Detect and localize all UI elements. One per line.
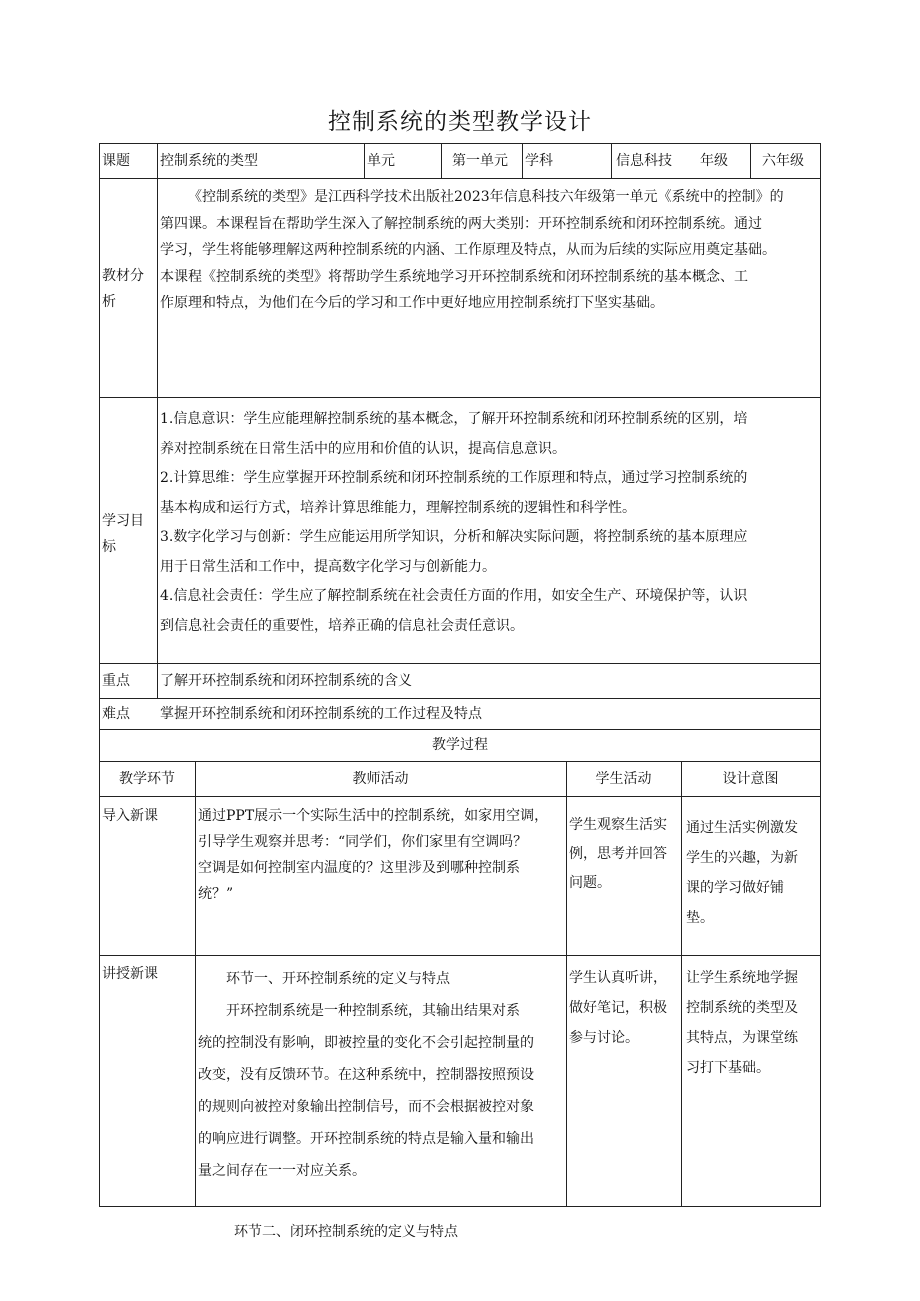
column-header-intent: 设计意图 <box>722 771 779 787</box>
key-point-value: 了解开环控制系统和闭环控制系统的含义 <box>160 673 412 689</box>
page-title: 控制系统的类型教学设计 <box>328 109 592 135</box>
section-two-heading: 环节二、闭环控制系统的定义与特点 <box>234 1224 458 1240</box>
grade-value: 六年级 <box>762 153 804 169</box>
student-activity-new-lesson: 学生认真听讲， 做好笔记，积极 参与讨论。 <box>569 970 667 1046</box>
teacher-activity-new-lesson: 环节一、开环控制系统的定义与特点 开环控制系统是一种控制系统，其输出结果对系 统的控制没有影响，即被控量的变化不会引起控制量的 改变，没有反馈环节。在这种系统中，控制器按照预设 的规则向被控对象输出控制信号，而不会根据被控对象 的响应进行调整。开环控制系统的特点是输入量和输出 量之间存在一一对应关系。 <box>198 971 534 1179</box>
teacher-activity-intro: 通过PPT展示一个实际生活中的控制系统，如家用空调， 引导学生观察并思考：“同学们，你们家里有空调吗？ 空调是如何控制室内温度的？这里涉及到哪种控制系 统？” <box>198 808 549 902</box>
student-activity-intro: 学生观察生活实 例，思考并回答 问题。 <box>569 817 667 891</box>
key-point-label: 重点 <box>102 673 130 689</box>
subject-label: 学科 <box>525 153 553 169</box>
learning-goals-text: 1.信息意识：学生应能理解控制系统的基本概念，了解开环控制系统和闭环控制系统的区别，培 养对控制系统在日常生活中的应用和价值的认识，提高信息意识。 2.计算思维：学生应掌握开环控制系统和闭环控制系统的工作原理和特点，通过学习控制系统的 基本构成和运行方式，培养计算思维能力，理解控制系统的逻辑性和科学性。 3.数字化学习与创新：学生应能运用所学知识，分析和解决实际问题，将控制系统的基本原理应 用于日常生活和工作中，提高数字化学习与创新能力。 4.信息社会责任：学生应了解控制系统在社会责任方面的作用，如安全生产、环境保护等，认识 到信息社会责任的重要性，培养正确的信息社会责任意识。 <box>160 411 748 634</box>
stage-new-lesson: 讲授新课 <box>102 966 158 982</box>
process-heading: 教学过程 <box>432 737 488 753</box>
material-analysis-label: 教材分 析 <box>102 268 144 310</box>
column-header-student: 学生活动 <box>595 771 652 787</box>
learning-goals-label: 学习目 标 <box>102 513 144 555</box>
design-intent-new-lesson: 让学生系统地学握 控制系统的类型及 其特点，为课堂练 习打下基础。 <box>686 970 798 1076</box>
material-analysis-text: 《控制系统的类型》是江西科学技术出版社2023年信息科技六年级第一单元《系统中的控制》的 第四课。本课程旨在帮助学生深入了解控制系统的两大类别：开环控制系统和闭环控制系统。通过 学习，学生将能够理解这两种控制系统的内涵、工作原理及特点，从而为后续的实际应用奠定基础。 本课程《控制系统的类型》将帮助学生系统地学习开环控制系统和闭环控制系统的基本概念、工 作原理和特点，为他们在今后的学习和工作中更好地应用控制系统打下坚实基础。 <box>160 189 784 311</box>
difficult-point-label: 难点 <box>102 706 130 722</box>
course-value: 控制系统的类型 <box>160 153 258 169</box>
unit-value: 第一单元 <box>452 153 508 169</box>
grade-label: 年级 <box>700 153 728 169</box>
design-intent-intro: 通过生活实例激发 学生的兴趣，为新 课的学习做好铺 垫。 <box>686 820 798 926</box>
course-label: 课题 <box>102 153 130 169</box>
stage-intro: 导入新课 <box>102 808 158 824</box>
difficult-point-value: 掌握开环控制系统和闭环控制系统的工作过程及特点 <box>160 706 482 722</box>
unit-label: 单元 <box>367 153 395 169</box>
column-header-stage: 教学环节 <box>119 771 175 787</box>
column-header-teacher: 教师活动 <box>352 771 409 787</box>
subject-value: 信息科技 <box>616 153 672 169</box>
